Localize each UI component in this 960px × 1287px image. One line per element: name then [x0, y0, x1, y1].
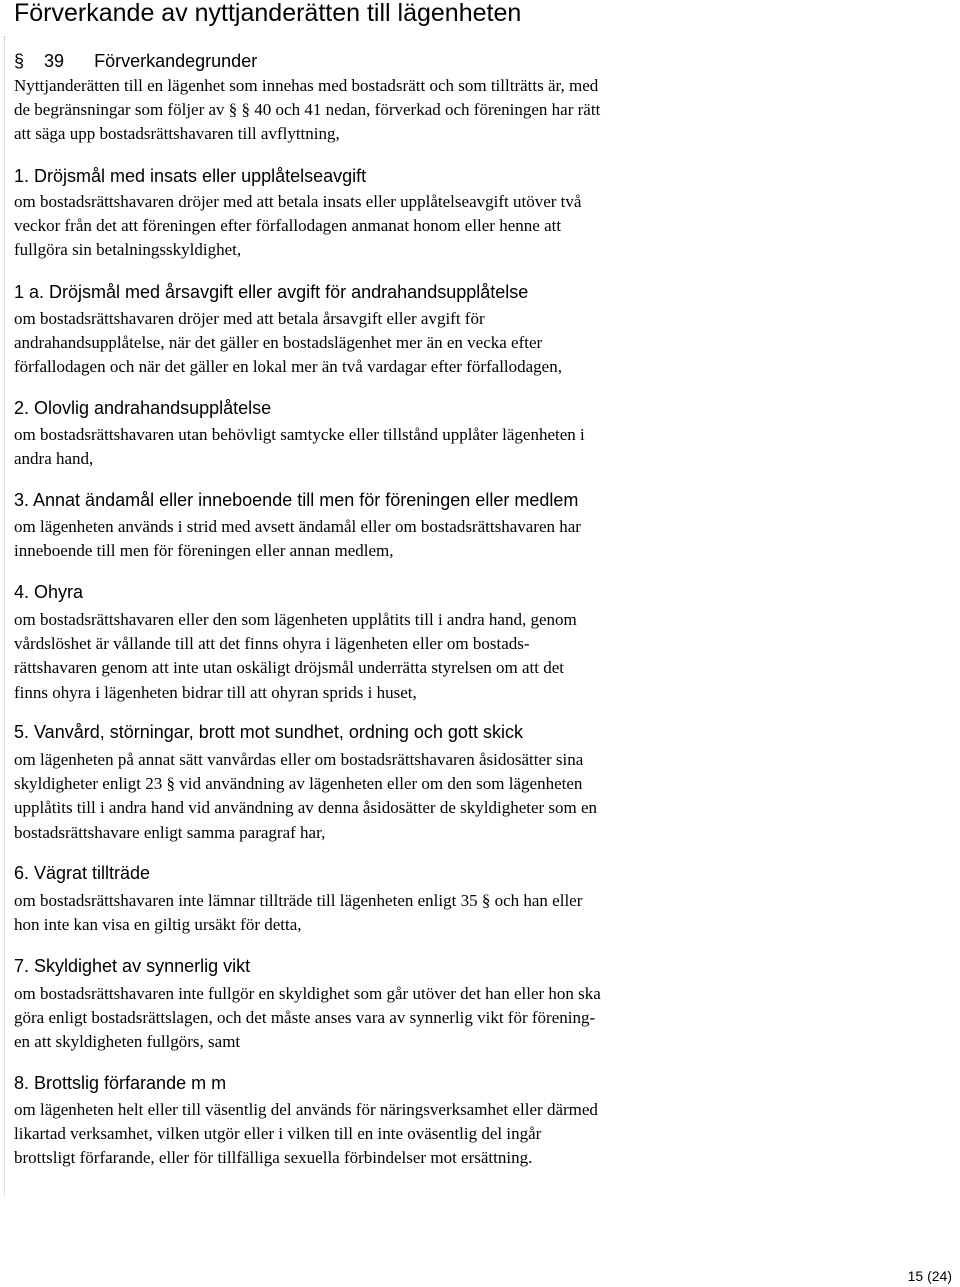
- ground-heading: 1 a. Dröjsmål med årsavgift eller avgift för andrahandsupplåtelse: [14, 282, 529, 302]
- ground-line: om lägenheten helt eller till väsentlig del används för näringsverksamhet eller därmed: [14, 1100, 598, 1119]
- ground-line: om bostadsrättshavaren dröjer med att betala insats eller upplåtelseavgift utöver två: [14, 192, 582, 211]
- ground-line: om bostadsrättshavaren dröjer med att betala årsavgift eller avgift för: [14, 309, 485, 328]
- ground-text: [14, 608, 577, 705]
- section-symbol: §: [14, 51, 25, 71]
- ground-text: [14, 190, 581, 263]
- ground-line: finns ohyra i lägenheten bidrar till att ohyran sprids i huset,: [14, 682, 417, 702]
- section-number: 39: [44, 51, 65, 71]
- ground-heading: 5. Vanvård, störningar, brott mot sundhet, ordning och gott skick: [14, 722, 523, 742]
- ground-line: inneboende till men för föreningen eller annan medlem,: [14, 541, 394, 561]
- ground-line: upplåtits till i andra hand vid användning av denna åsidosätter de skyldigheter som en: [14, 798, 598, 818]
- margin-rule: [4, 36, 5, 1196]
- intro-line: att säga upp bostadsrättshavaren till avflyttning,: [14, 124, 340, 144]
- ground-line: rättshavaren genom att inte utan oskäligt dröjsmål underrätta styrelsen om att det: [14, 658, 564, 678]
- ground-line: om bostadsrättshavaren eller den som lägenheten upplåtits till i andra hand, genom: [14, 610, 577, 629]
- ground-line: om bostadsrättshavaren inte fullgör en skyldighet som går utöver det han eller hon ska: [14, 984, 601, 1003]
- section-title: Förverkandegrunder: [94, 51, 258, 71]
- ground-line: veckor från det att föreningen efter förfallodagen anmanat honom eller henne att: [14, 216, 562, 236]
- ground-heading: 2. Olovlig andrahandsupplåtelse: [14, 398, 272, 418]
- ground-line: en att skyldigheten fullgörs, samt: [14, 1032, 241, 1052]
- ground-line: om bostadsrättshavaren inte lämnar tillträde till lägenheten enligt 35 § och han eller: [14, 891, 583, 910]
- ground-text: [14, 748, 597, 845]
- ground-text: [14, 307, 562, 380]
- ground-line: förfallodagen och när det gäller en lokal mer än två vardagar efter förfallodagen,: [14, 357, 562, 377]
- intro-line: de begränsningar som följer av § § 40 och 41 nedan, förverkad och föreningen har rätt: [14, 100, 601, 120]
- ground-line: fullgöra sin betalningsskyldighet,: [14, 240, 242, 260]
- ground-line: likartad verksamhet, vilken utgör eller i vilken till en inte oväsentlig del ingår: [14, 1124, 542, 1144]
- ground-heading: 1. Dröjsmål med insats eller upplåtelseavgift: [14, 166, 367, 186]
- section-heading: [14, 50, 257, 72]
- ground-line: om bostadsrättshavaren utan behövligt samtycke eller tillstånd upplåter lägenheten i: [14, 425, 585, 444]
- ground-line: göra enligt bostadsrättslagen, och det måste anses vara av synnerlig vikt för förening-: [14, 1008, 596, 1028]
- ground-text: [14, 982, 601, 1055]
- ground-line: vårdslöshet är vållande till att det finns ohyra i lägenheten eller om bostads-: [14, 634, 530, 654]
- ground-heading: 8. Brottslig förfarande m m: [14, 1073, 227, 1093]
- ground-line: skyldigheter enligt 23 § vid användning av lägenheten eller om den som lägenheten: [14, 774, 583, 794]
- ground-text: [14, 889, 582, 937]
- ground-line: om lägenheten på annat sätt vanvårdas eller om bostadsrättshavaren åsidosätter sina: [14, 750, 584, 769]
- page-title: Förverkande av nyttjanderätten till lägenheten: [14, 0, 522, 27]
- ground-line: brottsligt förfarande, eller för tillfälliga sexuella förbindelser mot ersättning.: [14, 1148, 533, 1168]
- ground-line: bostadsrättshavare enligt samma paragraf har,: [14, 822, 326, 842]
- intro-line: Nyttjanderätten till en lägenhet som innehas med bostadsrätt och som tillträtts är, med: [14, 76, 599, 95]
- ground-text: [14, 423, 585, 471]
- ground-line: andrahandsupplåtelse, när det gäller en bostadslägenhet mer än en vecka efter: [14, 333, 543, 353]
- ground-text: [14, 515, 581, 563]
- ground-heading: 4. Ohyra: [14, 582, 84, 602]
- section-intro: [14, 74, 600, 147]
- ground-line: om lägenheten används i strid med avsett ändamål eller om bostadsrättshavaren har: [14, 517, 581, 536]
- ground-heading: 7. Skyldighet av synnerlig vikt: [14, 956, 251, 976]
- ground-text: [14, 1098, 598, 1171]
- page-number: 15 (24): [907, 1268, 952, 1284]
- ground-heading: 3. Annat ändamål eller inneboende till men för föreningen eller medlem: [14, 490, 579, 510]
- ground-line: hon inte kan visa en giltig ursäkt för detta,: [14, 915, 302, 935]
- ground-line: andra hand,: [14, 449, 94, 469]
- ground-heading: 6. Vägrat tillträde: [14, 863, 151, 883]
